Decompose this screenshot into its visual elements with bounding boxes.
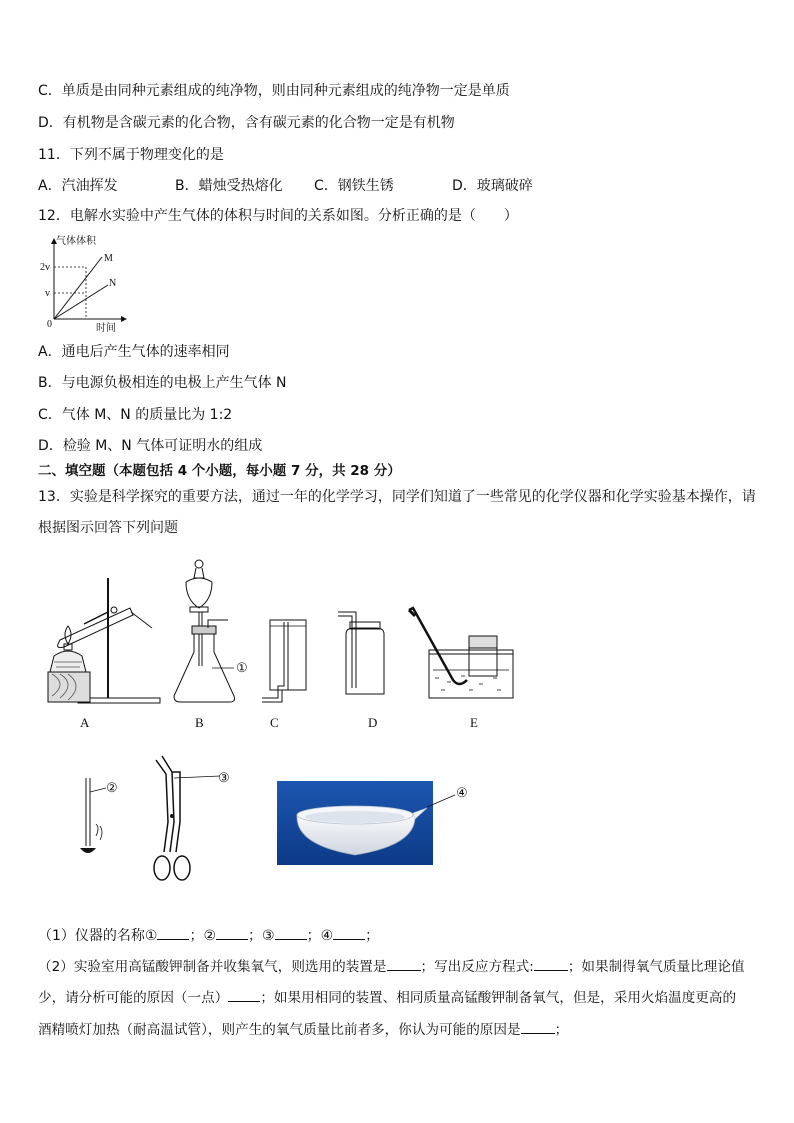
sub-question-1: （1）仪器的名称① ；② ；③ ；④ ；: [38, 925, 379, 946]
x-axis-arrow-icon: [121, 316, 127, 322]
circled-label-2: ②: [106, 780, 118, 795]
blank-reason[interactable]: [228, 987, 260, 1002]
tick-2v: 2v: [40, 262, 50, 273]
graph-xlabel: 时间: [96, 323, 116, 334]
blank-cause[interactable]: [521, 1019, 555, 1034]
series-m-label: M: [104, 253, 113, 264]
q12-option-a: A．通电后产生气体的速率相同: [38, 344, 230, 360]
graph-ylabel: 气体体积: [56, 236, 96, 247]
graph-origin: 0: [47, 319, 52, 330]
series-n-label: N: [109, 278, 117, 289]
q12-option-d: D．检验 M、N 气体可证明水的组成: [38, 438, 263, 454]
apparatus-d-gas-collection: [336, 608, 396, 698]
q12-stem: 12．电解水实验中产生气体的体积与时间的关系如图。分析正确的是（ ）: [38, 208, 518, 224]
instrument-4-evaporating-dish: [277, 781, 437, 866]
apparatus-a-label: A: [80, 715, 90, 730]
circled-label-1: ①: [236, 660, 248, 675]
circled-label-3: ③: [218, 770, 230, 785]
blank-equation[interactable]: [534, 956, 568, 971]
q10-option-d: D．有机物是含碳元素的化合物，含有碳元素的化合物一定是有机物: [38, 115, 455, 131]
sub-question-2-line2: 少，请分析可能的原因（一点） ；如果用相同的装置、相同质量高锰酸钾制备氧气，但是，采用火焰温度更高的: [38, 987, 736, 1008]
blank-2[interactable]: [216, 925, 248, 940]
sub-question-2-line3: 酒精喷灯加热（耐高温试管），则产生的氧气质量比前者多，你认为可能的原因是 ；: [38, 1019, 568, 1040]
sub-question-2-line1: （2）实验室用高锰酸钾制备并收集氧气，则选用的装置是 ；写出反应方程式: ；如果制得氧气质量比理论值: [38, 956, 745, 977]
apparatus-b-label: B: [195, 715, 204, 730]
q11-option-a: A．汽油挥发: [38, 178, 118, 194]
apparatus-c-gas-collection: [260, 614, 310, 704]
tick-v: v: [45, 288, 50, 299]
apparatus-b-flask-funnel: [168, 556, 258, 706]
gas-volume-graph: [30, 235, 130, 335]
blank-4[interactable]: [333, 925, 365, 940]
q12-option-b: B．与电源负极相连的电极上产生气体 N: [38, 375, 287, 391]
apparatus-a-heating-setup: [38, 574, 158, 709]
apparatus-e-water-trough: [405, 606, 515, 706]
q11-option-d: D．玻璃破碎: [452, 178, 533, 194]
series-m-line: [54, 257, 102, 319]
blank-3[interactable]: [275, 925, 307, 940]
series-n-line: [54, 285, 108, 319]
q12-option-c: C．气体 M、N 的质量比为 1:2: [38, 407, 233, 423]
q13-stem-line1: 13．实验是科学探究的重要方法，通过一年的化学学习，同学们知道了一些常见的化学仪器和化学实验基本操作，请: [38, 489, 756, 505]
q11-option-b: B．蜡烛受热熔化: [175, 178, 283, 194]
apparatus-d-label: D: [368, 715, 378, 730]
blank-1[interactable]: [157, 925, 189, 940]
q11-stem: 11．下列不属于物理变化的是: [38, 147, 224, 163]
q13-stem-line2: 根据图示回答下列问题: [38, 520, 178, 536]
q11-option-c: C．钢铁生锈: [314, 178, 394, 194]
q10-option-c: C．单质是由同种元素组成的纯净物，则由同种元素组成的纯净物一定是单质: [38, 83, 510, 99]
blank-apparatus[interactable]: [387, 956, 421, 971]
circled-label-4: ④: [456, 785, 468, 800]
section-heading: 二、填空题（本题包括 4 个小题，每小题 7 分，共 28 分）: [38, 463, 401, 479]
apparatus-c-label: C: [270, 715, 279, 730]
apparatus-e-label: E: [470, 715, 478, 730]
